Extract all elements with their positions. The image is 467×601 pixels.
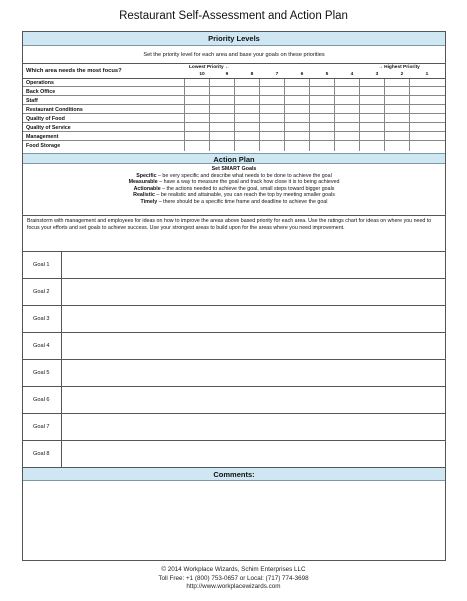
smart-goals-title: Set SMART Goals — [211, 166, 257, 172]
scale-number: 1 — [425, 72, 429, 77]
smart-item — [23, 179, 445, 186]
smart-item — [23, 199, 445, 206]
grid-divider — [409, 79, 410, 151]
brainstorm-instructions: Brainstorm with management and employees for ideas on how to improve the areas above based priority for each area. Use the ratings chart for ideas on where you need to focus your efforts and set goals to achieve success. Use your strongest areas to build upon for the areas where you need improvement. — [23, 216, 445, 252]
smart-text: – the actions needed to achieve the goal, small steps toward bigger goals — [160, 185, 335, 192]
goal-label: Goal 2 — [33, 289, 50, 295]
goal-row — [23, 360, 445, 387]
scale-number: 7 — [275, 72, 279, 77]
goal-5-field[interactable] — [61, 360, 446, 386]
area-label: Staff — [26, 98, 38, 104]
area-label: Back Office — [26, 89, 56, 95]
goal-label: Goal 6 — [33, 397, 50, 403]
area-label: Restaurant Conditions — [26, 107, 83, 113]
goal-6-field[interactable] — [61, 387, 446, 413]
area-label: Management — [26, 134, 59, 140]
scale-number: 4 — [350, 72, 354, 77]
scale-number: 2 — [400, 72, 404, 77]
action-plan-heading: Action Plan — [23, 153, 445, 164]
goal-row — [23, 441, 445, 468]
smart-item — [23, 173, 445, 180]
footer-copyright: © 2014 Workplace Wizards, Schim Enterprises LLC — [161, 566, 306, 573]
smart-term: Timely — [140, 198, 158, 205]
goal-4-field[interactable] — [61, 333, 446, 359]
goal-label: Goal 8 — [33, 451, 50, 457]
scale-number: 9 — [225, 72, 229, 77]
goal-label: Goal 1 — [33, 262, 50, 268]
highest-priority-label: → Highest Priority — [378, 65, 420, 70]
smart-goals-block — [23, 164, 445, 216]
goal-1-field[interactable] — [61, 252, 446, 278]
grid-divider — [384, 79, 385, 151]
scale-number: 10 — [199, 72, 205, 77]
grid-divider — [234, 79, 235, 151]
comments-field[interactable] — [23, 481, 445, 560]
smart-item — [23, 192, 445, 199]
smart-term: Specific — [136, 172, 157, 179]
smart-term: Actionable — [133, 185, 161, 192]
goal-label: Goal 4 — [33, 343, 50, 349]
grid-divider — [309, 79, 310, 151]
goal-3-field[interactable] — [61, 306, 446, 332]
area-label: Operations — [26, 80, 54, 86]
smart-text: – be very specific and describe what needs to be done to achieve the goal — [156, 172, 332, 179]
goal-row — [23, 414, 445, 441]
smart-text: – there should be a specific time frame and deadline to achieve the goal — [157, 198, 328, 205]
footer-phone: Toll Free: +1 (800) 753-0657 or Local: (717) 774-3698 — [158, 574, 309, 582]
goal-row — [23, 279, 445, 306]
grid-divider — [259, 79, 260, 151]
grid-divider — [209, 79, 210, 151]
document-title: Restaurant Self-Assessment and Action Plan — [119, 10, 348, 22]
scale-number: 6 — [300, 72, 304, 77]
smart-item — [23, 186, 445, 193]
priority-scale-header — [23, 64, 445, 79]
goal-7-field[interactable] — [61, 414, 446, 440]
smart-term: Measurable — [128, 179, 158, 186]
grid-divider — [284, 79, 285, 151]
area-label: Quality of Food — [26, 116, 65, 122]
scale-number: 3 — [375, 72, 379, 77]
smart-text: – have a way to measure the goal and track how close it is to being achieved — [157, 179, 340, 186]
lowest-priority-label: Lowest Priority ← — [189, 65, 230, 70]
focus-question: Which area needs the most focus? — [26, 68, 122, 74]
priority-levels-heading: Priority Levels — [23, 32, 445, 46]
scale-number: 8 — [250, 72, 254, 77]
goal-row — [23, 306, 445, 333]
goal-row — [23, 252, 445, 279]
assessment-form — [22, 31, 446, 561]
scale-number: 5 — [325, 72, 329, 77]
goal-2-field[interactable] — [61, 279, 446, 305]
goal-label: Goal 3 — [33, 316, 50, 322]
goal-label: Goal 5 — [33, 370, 50, 376]
goal-label: Goal 7 — [33, 424, 50, 430]
smart-term: Realistic — [133, 192, 155, 199]
area-label: Food Storage — [26, 143, 61, 149]
priority-grid — [23, 79, 445, 153]
goal-row — [23, 333, 445, 360]
area-label: Quality of Service — [26, 125, 71, 131]
comments-heading: Comments: — [23, 468, 445, 481]
goal-row — [23, 387, 445, 414]
smart-text: – be realistic and attainable, you can reach the top by meeting smaller goals — [154, 192, 335, 199]
goal-8-field[interactable] — [61, 441, 446, 467]
grid-divider — [359, 79, 360, 151]
footer-url[interactable]: http://www.workplacewizards.com — [186, 583, 281, 590]
grid-divider — [334, 79, 335, 151]
priority-instruction: Set the priority level for each area and base your goals on these priorities — [23, 46, 445, 64]
page-footer — [0, 566, 467, 592]
grid-divider — [184, 79, 185, 151]
